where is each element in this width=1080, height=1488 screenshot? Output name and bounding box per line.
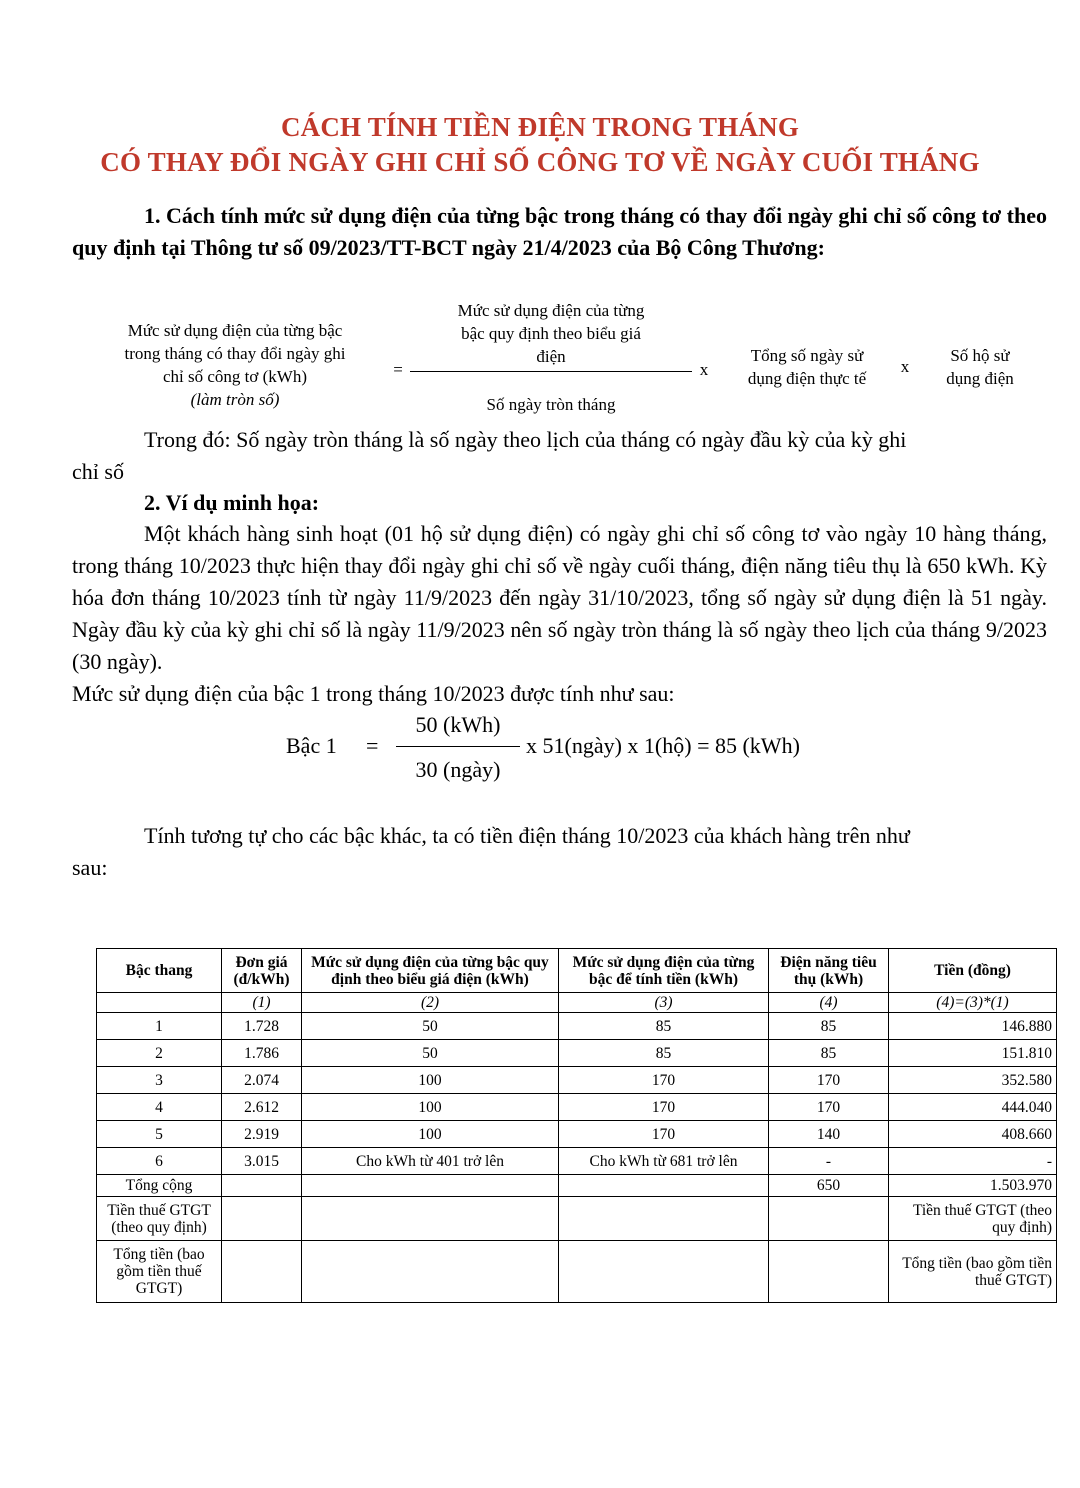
calc-cell: 85	[559, 1040, 769, 1067]
empty-cell	[559, 1175, 769, 1197]
formula-fraction-line	[410, 371, 692, 372]
formula-hh-line: dụng điện	[946, 369, 1014, 388]
reg-cell: 50	[302, 1040, 559, 1067]
grand-total-label: Tổng tiền (bao gồm tiền thuế GTGT)	[97, 1241, 222, 1303]
amount-cell: 352.580	[889, 1067, 1057, 1094]
calc-cell: 85	[559, 1013, 769, 1040]
formula-num-line: bậc quy định theo biểu giá	[461, 324, 641, 343]
amount-cell: 151.810	[889, 1040, 1057, 1067]
code-cell: (4)=(3)*(1)	[889, 993, 1057, 1013]
table-row	[97, 1067, 1057, 1094]
tier-cell: 5	[97, 1121, 222, 1148]
amount-cell: -	[889, 1148, 1057, 1175]
grand-total-row	[97, 1241, 1057, 1303]
empty-cell	[222, 1197, 302, 1241]
cons-cell: 170	[769, 1094, 889, 1121]
amount-cell: 444.040	[889, 1094, 1057, 1121]
formula-households	[925, 344, 1035, 390]
cons-cell: -	[769, 1148, 889, 1175]
empty-cell	[769, 1241, 889, 1303]
tier-cell: 2	[97, 1040, 222, 1067]
table-header-row	[97, 949, 1057, 993]
price-cell: 2.612	[222, 1094, 302, 1121]
header-reg-usage: Mức sử dụng điện của từng bậc quy định theo biểu giá điện (kWh)	[302, 949, 559, 993]
calc-cell: 170	[559, 1094, 769, 1121]
formula-equals: =	[393, 360, 403, 379]
example-numerator: 50 (kWh)	[415, 712, 501, 737]
header-consumption: Điện năng tiêu thụ (kWh)	[769, 949, 889, 993]
cons-cell: 85	[769, 1040, 889, 1067]
formula-num-line: điện	[536, 347, 566, 366]
header-price: Đơn giá (đ/kWh)	[222, 949, 302, 993]
code-cell: (4)	[769, 993, 889, 1013]
empty-cell	[302, 1241, 559, 1303]
table-row	[97, 1121, 1057, 1148]
reg-cell: 100	[302, 1067, 559, 1094]
formula-lhs-line: Mức sử dụng điện của từng bậc	[127, 321, 343, 340]
example-equals: =	[366, 733, 379, 758]
reg-cell: Cho kWh từ 401 trở lên	[302, 1148, 559, 1175]
reg-cell: 100	[302, 1094, 559, 1121]
empty-cell	[302, 1175, 559, 1197]
title-line-1: CÁCH TÍNH TIỀN ĐIỆN TRONG THÁNG	[280, 112, 800, 142]
code-cell: (3)	[559, 993, 769, 1013]
formula-lhs	[90, 319, 380, 411]
grand-total-amount: Tổng tiền (bao gồm tiền thuế GTGT)	[889, 1241, 1057, 1303]
price-cell: 3.015	[222, 1148, 302, 1175]
calc-cell: Cho kWh từ 681 trở lên	[559, 1148, 769, 1175]
reg-cell: 50	[302, 1013, 559, 1040]
tier-cell: 6	[97, 1148, 222, 1175]
total-amount: 1.503.970	[889, 1175, 1057, 1197]
header-tier: Bậc thang	[97, 949, 222, 993]
example-label: Bậc 1	[286, 733, 337, 758]
empty-cell	[222, 1175, 302, 1197]
total-label: Tổng cộng	[97, 1175, 222, 1197]
price-cell: 2.074	[222, 1067, 302, 1094]
empty-cell	[302, 1197, 559, 1241]
table-row	[97, 1094, 1057, 1121]
section1-heading: 1. Cách tính mức sử dụng điện của từng bậc trong tháng có thay đổi ngày ghi chỉ số công tơ theo quy định tại Thông tư số 09/2023/TT-BCT ngày 21/4/2023 của Bộ Công Thương:	[72, 203, 1047, 260]
code-cell: (1)	[222, 993, 302, 1013]
section2-line: Mức sử dụng điện của bậc 1 trong tháng 10/2023 được tính như sau:	[72, 681, 675, 706]
formula-times-2: x	[900, 357, 910, 376]
vat-amount: Tiền thuế GTGT (theo quy định)	[889, 1197, 1057, 1241]
section2-heading: 2. Ví dụ minh họa:	[144, 490, 320, 515]
example-denominator: 30 (ngày)	[415, 757, 501, 782]
table-code-row	[97, 993, 1057, 1013]
formula-days	[722, 344, 892, 390]
price-cell: 1.728	[222, 1013, 302, 1040]
total-consumption: 650	[769, 1175, 889, 1197]
tier-cell: 3	[97, 1067, 222, 1094]
formula-lhs-line: chỉ số công tơ (kWh)	[162, 367, 307, 386]
total-row	[97, 1175, 1057, 1197]
example-rest: x 51(ngày) x 1(hộ) = 85 (kWh)	[526, 733, 800, 758]
definition-text: Trong đó: Số ngày tròn tháng là số ngày theo lịch của tháng có ngày đầu kỳ của kỳ ghi	[144, 427, 907, 452]
definition-cont: chỉ số	[72, 459, 124, 484]
calc-cell: 170	[559, 1121, 769, 1148]
code-cell: (2)	[302, 993, 559, 1013]
tier-cell: 1	[97, 1013, 222, 1040]
empty-cell	[769, 1197, 889, 1241]
formula-numerator	[410, 299, 692, 368]
header-amount: Tiền (đồng)	[889, 949, 1057, 993]
table-row	[97, 1013, 1057, 1040]
formula-lhs-line: trong tháng có thay đổi ngày ghi	[124, 344, 346, 363]
formula-lhs-note: (làm tròn số)	[190, 390, 280, 409]
table-row	[97, 1148, 1057, 1175]
empty-cell	[559, 1197, 769, 1241]
cons-cell: 170	[769, 1067, 889, 1094]
price-cell: 2.919	[222, 1121, 302, 1148]
formula-num-line: Mức sử dụng điện của từng	[457, 301, 645, 320]
vat-row	[97, 1197, 1057, 1241]
header-calc-usage: Mức sử dụng điện của từng bậc để tính tiền (kWh)	[559, 949, 769, 993]
cons-cell: 85	[769, 1013, 889, 1040]
code-cell	[97, 993, 222, 1013]
formula-denominator: Số ngày tròn tháng	[486, 395, 616, 414]
formula-times-1: x	[699, 360, 709, 379]
example-fraction-line	[396, 746, 520, 747]
vat-label: Tiền thuế GTGT (theo quy định)	[97, 1197, 222, 1241]
cons-cell: 140	[769, 1121, 889, 1148]
amount-cell: 146.880	[889, 1013, 1057, 1040]
table-row	[97, 1040, 1057, 1067]
tier-cell: 4	[97, 1094, 222, 1121]
tariff-table	[96, 948, 1057, 1303]
closing-cont: sau:	[72, 855, 108, 880]
calc-cell: 170	[559, 1067, 769, 1094]
amount-cell: 408.660	[889, 1121, 1057, 1148]
empty-cell	[222, 1241, 302, 1303]
price-cell: 1.786	[222, 1040, 302, 1067]
empty-cell	[559, 1241, 769, 1303]
formula-hh-line: Số hộ sử	[950, 346, 1010, 365]
section2-paragraph: Một khách hàng sinh hoạt (01 hộ sử dụng điện) có ngày ghi chỉ số công tơ vào ngày 10 hàng tháng, trong tháng 10/2023 thực hiện thay đổi ngày ghi chỉ số về ngày cuối tháng, điện năng tiêu thụ là 650 kWh. Kỳ hóa đơn tháng 10/2023 tính từ ngày 11/9/2023 đến ngày 31/10/2023, tổng số ngày sử dụng điện là 51 ngày. Ngày đầu kỳ của kỳ ghi chỉ số là ngày 11/9/2023 nên số ngày tròn tháng là số ngày theo lịch của tháng 9/2023 (30 ngày).	[72, 521, 1047, 674]
title-line-2: CÓ THAY ĐỔI NGÀY GHI CHỈ SỐ CÔNG TƠ VỀ NGÀY CUỐI THÁNG	[100, 147, 980, 177]
closing-text: Tính tương tự cho các bậc khác, ta có tiền điện tháng 10/2023 của khách hàng trên như	[144, 823, 910, 848]
formula-days-line: dụng điện thực tế	[747, 369, 867, 388]
reg-cell: 100	[302, 1121, 559, 1148]
formula-days-line: Tổng số ngày sử	[750, 346, 864, 365]
